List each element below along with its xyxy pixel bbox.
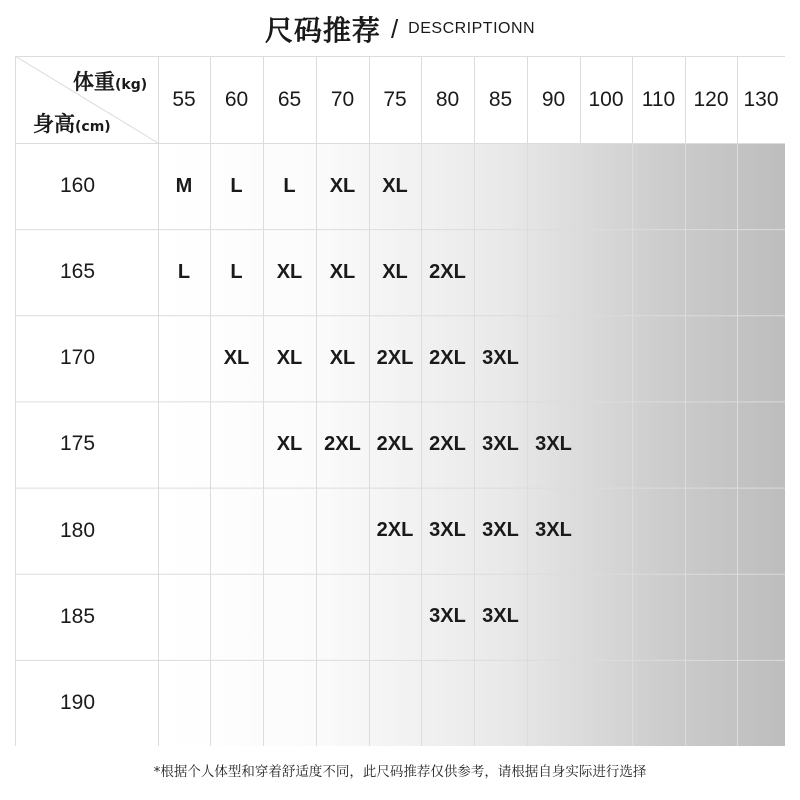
size-value-cell: XL <box>276 432 303 455</box>
weight-header-cell: 70 <box>330 87 355 111</box>
weight-header-cell: 110 <box>641 87 676 111</box>
size-chart-table <box>15 56 785 746</box>
page-title <box>0 0 800 58</box>
size-value-cell: XL <box>382 174 408 197</box>
weight-header-cell: 60 <box>224 87 249 111</box>
weight-header-cell: 120 <box>693 87 729 111</box>
size-value-cell: 2XL <box>376 432 414 455</box>
height-row-header: 190 <box>60 690 96 714</box>
size-value-cell: 2XL <box>429 260 466 283</box>
size-value-cell: 3XL <box>535 519 572 542</box>
size-value-cell: 3XL <box>482 432 519 455</box>
weight-header-cell: 130 <box>743 87 779 111</box>
weight-header-cell: 100 <box>588 87 624 111</box>
size-value-cell: L <box>177 260 191 283</box>
size-value-cell: 3XL <box>429 605 466 628</box>
size-value-cell: XL <box>329 346 356 369</box>
height-row-header: 170 <box>60 346 96 370</box>
height-row-header: 180 <box>60 518 96 542</box>
title-subtitle: DESCRIPTIONN <box>408 20 536 37</box>
footnote: *根据个人体型和穿着舒适度不同，此尺码推荐仅供参考，请根据自身实际进行选择 <box>153 764 647 780</box>
weight-header <box>73 66 147 96</box>
size-value-cell: L <box>230 260 243 283</box>
size-value-cell: XL <box>223 346 250 369</box>
size-value-cell: M <box>175 174 193 197</box>
size-value-cell: 2XL <box>324 432 361 455</box>
weight-header-cell: 55 <box>172 87 196 111</box>
size-value-cell: L <box>230 174 243 197</box>
size-value-cell: 3XL <box>429 519 466 542</box>
height-row-header: 165 <box>60 260 96 284</box>
size-value-cell: 3XL <box>482 605 519 628</box>
weight-header-cell: 90 <box>541 87 566 111</box>
weight-header-cell: 65 <box>277 87 302 111</box>
weight-unit: (kg) <box>115 77 148 93</box>
size-value-cell: 2XL <box>429 346 466 369</box>
size-value-cell: XL <box>382 260 408 283</box>
weight-header-cell: 80 <box>435 87 460 111</box>
weight-label: 体重 <box>73 70 115 94</box>
title-separator: / <box>390 13 399 44</box>
height-row-header: 175 <box>60 432 96 456</box>
weight-header-cell: 85 <box>488 87 513 111</box>
size-value-cell: 3XL <box>535 432 572 455</box>
size-value-cell: 3XL <box>482 346 519 369</box>
size-value-cell: XL <box>329 174 356 197</box>
size-value-cell: 2XL <box>376 519 414 542</box>
size-value-cell: XL <box>276 260 303 283</box>
size-value-cell: XL <box>276 346 303 369</box>
height-row-header: 160 <box>60 174 96 198</box>
height-unit: (cm) <box>75 119 111 135</box>
height-label: 身高 <box>33 112 75 136</box>
size-value-cell: 2XL <box>429 432 466 455</box>
height-header <box>33 108 111 138</box>
size-value-cell: 2XL <box>376 346 414 369</box>
title-main: 尺码推荐 <box>264 14 381 47</box>
size-value-cell: 3XL <box>482 519 519 542</box>
size-value-cell: XL <box>329 260 356 283</box>
size-value-cell: L <box>283 174 296 197</box>
height-row-header: 185 <box>60 604 96 628</box>
weight-header-cell: 75 <box>383 87 407 111</box>
table-corner-header <box>15 56 158 143</box>
